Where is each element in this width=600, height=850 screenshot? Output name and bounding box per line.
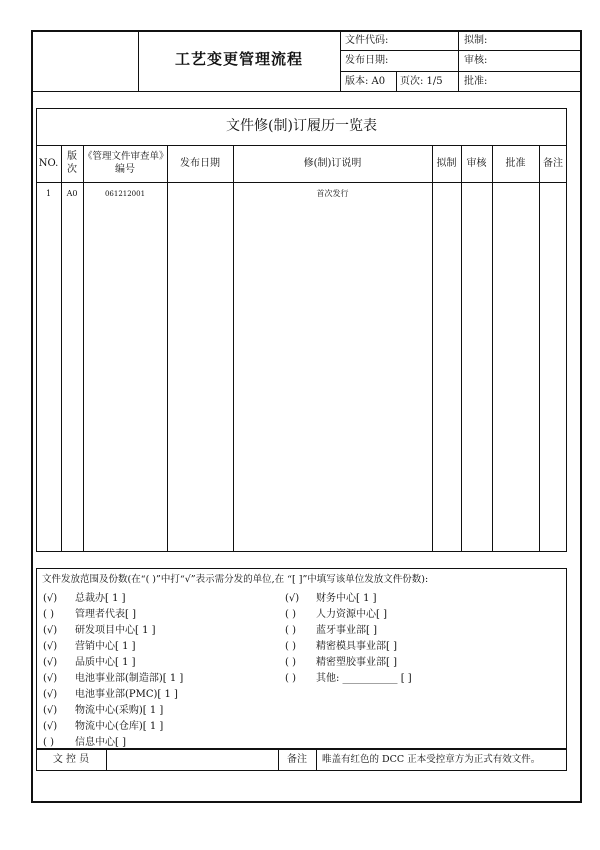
dist-left-label: 电池事业部(PMC)[ 1 ]: [75, 689, 178, 700]
col-header-issue-date: 发布日期: [180, 158, 220, 169]
remarks-label: 备注: [287, 754, 307, 765]
dist-right-label: 精密塑胶事业部[ ]: [316, 657, 397, 668]
col-header-doc-number-2: 编号: [115, 164, 135, 175]
dist-right-label: 精密模具事业部[ ]: [316, 641, 397, 652]
cell-description: 首次发行: [316, 189, 349, 198]
dist-left-label: 研发项目中心[ 1 ]: [75, 625, 156, 636]
dist-right-label: 其他: ___________ [ ]: [316, 673, 412, 684]
dist-left-label: 物流中心(仓库)[ 1 ]: [75, 721, 164, 732]
dist-left-mark: (√): [43, 657, 58, 668]
dist-left-label: 信息中心[ ]: [75, 737, 126, 748]
col-header-version-1: 版: [67, 151, 77, 162]
dist-left-label: 总裁办[ 1 ]: [75, 593, 126, 604]
col-sep-1: [61, 145, 62, 552]
col-sep-5: [432, 145, 433, 552]
approved-label: 批准:: [464, 76, 488, 87]
cell-version: A0: [66, 189, 78, 198]
dist-left-mark: (√): [43, 673, 58, 684]
col-header-doc-number-1: 《管理文件审查单》: [83, 151, 169, 162]
dist-left-mark: (√): [43, 625, 58, 636]
doc-code-label: 文件代码:: [345, 35, 389, 46]
version-label: 版本: A0: [345, 76, 386, 87]
col-header-remarks: 备注: [543, 158, 563, 169]
dist-left-mark: (√): [43, 641, 58, 652]
dist-left-mark: (√): [43, 689, 58, 700]
dist-left-mark: ( ): [43, 737, 54, 748]
footer-sep-3: [316, 749, 317, 771]
header-row-rule-2: [340, 71, 582, 72]
dist-left-mark: ( ): [43, 609, 54, 620]
dist-left-label: 电池事业部(制造部)[ 1 ]: [75, 673, 184, 684]
col-header-description: 修(制)订说明: [303, 158, 362, 169]
col-header-approved: 批准: [505, 158, 526, 169]
header-row-rule-1: [340, 50, 582, 51]
revision-table-title: 文件修(制)订履历一览表: [226, 118, 377, 134]
controller-label: 文 控 员: [52, 754, 90, 765]
col-header-version-2: 次: [67, 164, 77, 175]
dist-right-label: 蓝牙事业部[ ]: [316, 625, 377, 636]
header-divider-version: [396, 71, 397, 92]
col-sep-2: [83, 145, 84, 552]
dist-right-mark: ( ): [285, 673, 296, 684]
col-header-reviewed: 审核: [466, 158, 487, 169]
remarks-text: 唯盖有红色的 DCC 正本受控章方为正式有效文件。: [322, 754, 541, 765]
dist-left-label: 品质中心[ 1 ]: [75, 657, 136, 668]
footer-sep-1: [106, 749, 107, 771]
header-divider-logo: [138, 30, 139, 92]
col-sep-4: [233, 145, 234, 552]
dist-left-mark: (√): [43, 721, 58, 732]
col-header-no: NO.: [38, 158, 59, 169]
drafted-label: 拟制:: [464, 35, 488, 46]
dist-right-label: 人力资源中心[ ]: [316, 609, 387, 620]
dist-right-mark: ( ): [285, 641, 296, 652]
issue-date-label: 发布日期:: [345, 55, 389, 66]
col-sep-7: [492, 145, 493, 552]
col-sep-8: [539, 145, 540, 552]
col-header-drafted: 拟制: [436, 158, 457, 169]
distribution-heading: 文件发放范围及份数(在“( )”中打“√”表示需分发的单位,在 “[ ]”中填写该单位发放文件份数):: [42, 574, 429, 585]
dist-left-label: 营销中心[ 1 ]: [75, 641, 136, 652]
header-divider-title: [340, 30, 341, 92]
revision-header-rule: [36, 182, 567, 183]
dist-right-mark: ( ): [285, 657, 296, 668]
page-title: 工艺变更管理流程: [174, 50, 303, 68]
revision-title-rule: [36, 145, 567, 146]
header-divider-sign: [458, 30, 459, 92]
dist-left-label: 管理者代表[ ]: [75, 609, 136, 620]
dist-right-label: 财务中心[ 1 ]: [316, 593, 377, 604]
page-count-label: 页次: 1/5: [400, 76, 443, 87]
col-sep-3: [167, 145, 168, 552]
dist-left-mark: (√): [43, 705, 58, 716]
cell-doc-number: 061212001: [104, 190, 146, 198]
col-sep-6: [461, 145, 462, 552]
header-bottom-rule: [31, 91, 582, 92]
reviewed-label: 审核:: [464, 55, 488, 66]
dist-left-mark: (√): [43, 593, 58, 604]
dist-right-mark: ( ): [285, 625, 296, 636]
dist-left-label: 物流中心(采购)[ 1 ]: [75, 705, 164, 716]
cell-no: 1: [45, 189, 52, 198]
dist-right-mark: ( ): [285, 609, 296, 620]
dist-right-mark: (√): [285, 593, 300, 604]
